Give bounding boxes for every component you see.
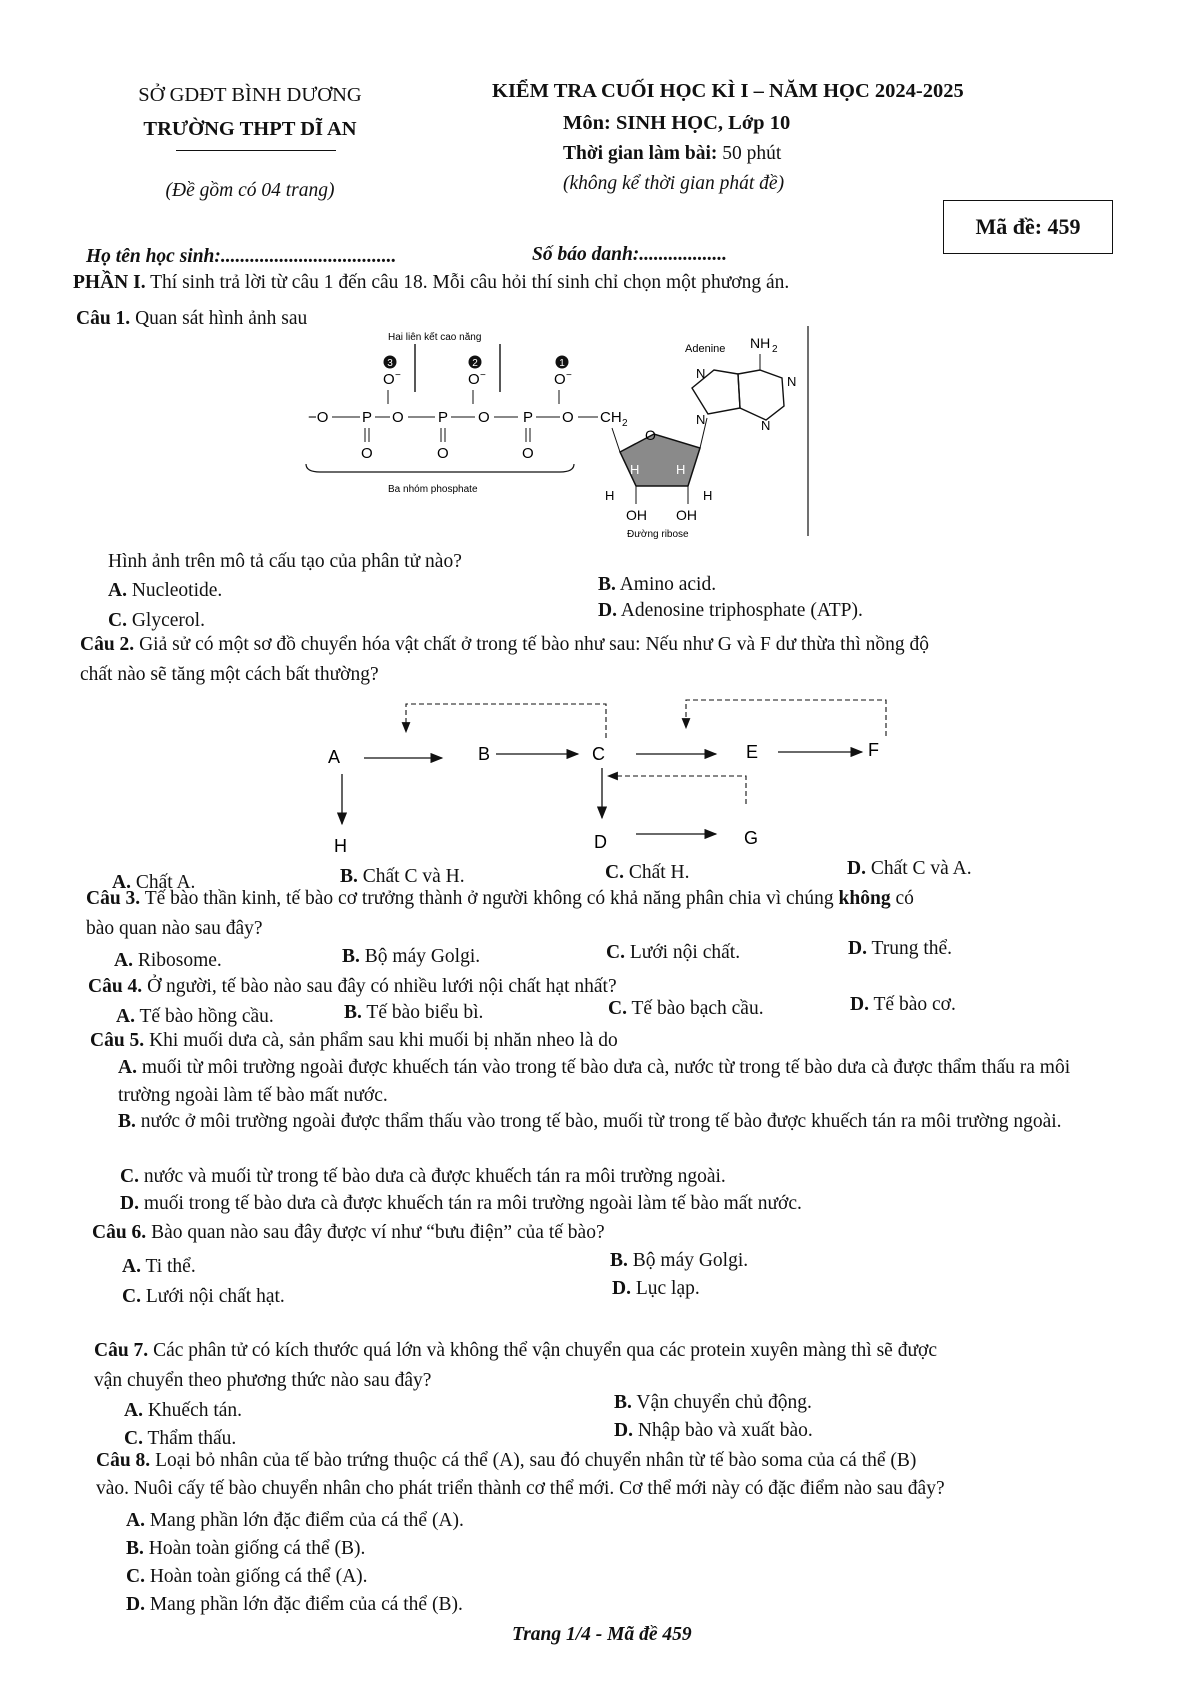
ribose-label: Đường ribose bbox=[627, 529, 689, 540]
q7-option-c: C. Thẩm thấu. bbox=[124, 1428, 237, 1449]
q4-option-c: C. Tế bào bạch cầu. bbox=[608, 998, 764, 1019]
phosphate-marker-2 bbox=[469, 356, 482, 370]
page-footer: Trang 1/4 - Mã đề 459 bbox=[512, 1624, 692, 1645]
time-label: Thời gian làm bài: bbox=[563, 143, 718, 164]
question-text: Các phân tử có kích thước quá lớn và không thể vận chuyển qua các protein xuyên màng thì sẽ được bbox=[153, 1340, 937, 1361]
svg-text:N: N bbox=[696, 412, 706, 427]
q1-option-a: A. Nucleotide. bbox=[108, 580, 223, 601]
department-name: SỞ GDĐT BÌNH DƯƠNG bbox=[138, 84, 362, 106]
question-number: Câu 4. bbox=[88, 976, 143, 997]
question-text: Tế bào thần kinh, tế bào cơ trưởng thành ở người không có khả năng phân chia vì chúng bbox=[144, 888, 834, 909]
time-value: 50 phút bbox=[722, 143, 782, 164]
q8-option-c: C. Hoàn toàn giống cá thể (A). bbox=[126, 1566, 368, 1587]
question-7-line2: vận chuyển theo phương thức nào sau đây? bbox=[94, 1370, 432, 1391]
part1-text: Thí sinh trả lời từ câu 1 đến câu 18. Mỗi câu hỏi thí sinh chỉ chọn một phương án. bbox=[150, 272, 790, 293]
svg-text:2: 2 bbox=[772, 344, 778, 355]
q1-option-c: C. Glycerol. bbox=[108, 610, 205, 631]
metabolic-pathway-diagram bbox=[320, 694, 920, 864]
question-number: Câu 5. bbox=[90, 1030, 145, 1051]
q3-option-b: B. Bộ máy Golgi. bbox=[342, 946, 481, 967]
svg-text:H: H bbox=[703, 488, 713, 503]
question-8-line2: vào. Nuôi cấy tế bào chuyển nhân cho phát triển thành cơ thể mới. Cơ thể mới này có đặc điểm nào sau đây? bbox=[96, 1478, 945, 1499]
svg-text:O: O bbox=[554, 371, 566, 388]
atp-structure-figure bbox=[308, 326, 880, 546]
q3-option-c: C. Lưới nội chất. bbox=[606, 942, 741, 963]
svg-text:P: P bbox=[523, 409, 534, 426]
q7-option-a: A. Khuếch tán. bbox=[124, 1400, 243, 1421]
q4-option-b: B. Tế bào biểu bì. bbox=[344, 1002, 484, 1023]
node-b: B bbox=[478, 744, 491, 764]
question-8 bbox=[96, 1450, 916, 1472]
node-g: G bbox=[744, 828, 759, 848]
svg-text:N: N bbox=[696, 366, 706, 381]
node-h: H bbox=[334, 836, 347, 856]
q2-option-b: B. Chất C và H. bbox=[340, 866, 465, 887]
q5-option-a: A. muối từ môi trường ngoài được khuếch tán vào trong tế bào dưa cà, nước từ trong tế bào dưa cà được thẩm thấu ra môi trường ngoài làm tế bào mất nước. bbox=[118, 1057, 1071, 1106]
adenine-label: Adenine bbox=[685, 343, 726, 355]
svg-text:NH: NH bbox=[750, 335, 771, 351]
svg-text:P: P bbox=[438, 409, 449, 426]
time-line bbox=[563, 143, 781, 165]
phosphate-chain bbox=[308, 370, 628, 462]
svg-text:O: O bbox=[392, 409, 404, 426]
svg-text:−: − bbox=[395, 370, 401, 381]
svg-text:H: H bbox=[676, 462, 686, 477]
subject-line: Môn: SINH HỌC, Lớp 10 bbox=[563, 112, 791, 134]
svg-text:P: P bbox=[362, 409, 373, 426]
feedback-f-to-ce bbox=[686, 700, 886, 736]
question-text: Quan sát hình ảnh sau bbox=[135, 308, 308, 329]
node-c: C bbox=[592, 744, 605, 764]
phosphate-bracket bbox=[306, 464, 574, 472]
svg-text:1: 1 bbox=[559, 358, 565, 369]
question-number: Câu 8. bbox=[96, 1450, 151, 1471]
q4-option-a: A. Tế bào hồng cầu. bbox=[116, 1006, 274, 1027]
part1-label: PHẦN I. bbox=[73, 272, 146, 293]
exam-code: Mã đề: 459 bbox=[975, 214, 1081, 239]
question-1 bbox=[76, 308, 307, 330]
question-number: Câu 1. bbox=[76, 308, 131, 329]
q1-option-b: B. Amino acid. bbox=[598, 574, 717, 595]
node-e: E bbox=[746, 742, 759, 762]
student-id-field: Số báo danh:.................. bbox=[532, 244, 728, 265]
svg-text:2: 2 bbox=[622, 418, 628, 429]
question-1-prompt: Hình ảnh trên mô tả cấu tạo của phân tử nào? bbox=[108, 551, 462, 572]
ribose-ring bbox=[605, 418, 712, 523]
question-2 bbox=[80, 634, 929, 656]
svg-text:O: O bbox=[361, 445, 373, 462]
time-note: (không kể thời gian phát đề) bbox=[563, 173, 785, 194]
q8-option-b: B. Hoàn toàn giống cá thể (B). bbox=[126, 1538, 366, 1559]
node-a: A bbox=[328, 747, 341, 767]
q1-option-d: D. Adenosine triphosphate (ATP). bbox=[598, 600, 863, 621]
exam-code-box bbox=[943, 200, 1113, 254]
phosphate-marker-1 bbox=[556, 356, 569, 370]
q5-option-d: D. muối trong tế bào dưa cà được khuếch tán ra môi trường ngoài làm tế bào mất nước. bbox=[120, 1193, 802, 1214]
question-number: Câu 2. bbox=[80, 634, 135, 655]
question-6 bbox=[92, 1222, 605, 1244]
question-number: Câu 6. bbox=[92, 1222, 147, 1243]
question-3-line2: bào quan nào sau đây? bbox=[86, 918, 263, 939]
q6-option-a: A. Ti thể. bbox=[122, 1256, 196, 1277]
question-4 bbox=[88, 976, 617, 998]
svg-text:O: O bbox=[645, 427, 656, 443]
q5-option-c: C. nước và muối từ trong tế bào dưa cà được khuếch tán ra môi trường ngoài. bbox=[120, 1166, 726, 1187]
svg-text:H: H bbox=[630, 462, 640, 477]
phosphate-label: Ba nhóm phosphate bbox=[388, 484, 478, 495]
question-text: Giả sử có một sơ đồ chuyển hóa vật chất ở trong tế bào như sau: Nếu như G và F dư thừa thì nồng độ bbox=[139, 634, 930, 655]
question-emphasis: không bbox=[838, 888, 891, 909]
bond-label: Hai liên kết cao năng bbox=[388, 332, 482, 343]
q5-option-b: B. nước ở môi trường ngoài được thẩm thấu vào trong tế bào, muối từ trong tế bào được khuếch tán ra môi trường ngoài. bbox=[118, 1111, 1062, 1132]
question-number: Câu 3. bbox=[86, 888, 141, 909]
q3-option-a: A. Ribosome. bbox=[114, 950, 222, 971]
student-name-field: Họ tên học sinh:.................................... bbox=[86, 246, 397, 267]
svg-text:2: 2 bbox=[472, 358, 478, 369]
svg-text:N: N bbox=[761, 418, 771, 433]
q3-option-d: D. Trung thể. bbox=[848, 938, 953, 959]
question-number: Câu 7. bbox=[94, 1340, 149, 1361]
q2-option-a: A. Chất A. bbox=[112, 872, 196, 893]
node-d: D bbox=[594, 832, 607, 852]
question-text: Ở người, tế bào nào sau đây có nhiều lưới nội chất hạt nhất? bbox=[147, 976, 617, 997]
question-2-line2: chất nào sẽ tăng một cách bất thường? bbox=[80, 664, 379, 685]
q8-option-d: D. Mang phần lớn đặc điểm của cá thể (B). bbox=[126, 1594, 463, 1615]
feedback-c-to-ab bbox=[406, 704, 606, 738]
question-7 bbox=[94, 1340, 937, 1362]
svg-text:O: O bbox=[437, 445, 449, 462]
question-text-after: có bbox=[895, 888, 914, 909]
q6-option-b: B. Bộ máy Golgi. bbox=[610, 1250, 749, 1271]
svg-text:−: − bbox=[480, 370, 486, 381]
q7-option-d: D. Nhập bào và xuất bào. bbox=[614, 1420, 813, 1441]
question-text: Loại bỏ nhân của tế bào trứng thuộc cá thể (A), sau đó chuyển nhân từ tế bào soma của cá thể (B) bbox=[155, 1450, 917, 1471]
question-text: Bào quan nào sau đây được ví như “bưu điện” của tế bào? bbox=[151, 1222, 605, 1243]
q6-option-c: C. Lưới nội chất hạt. bbox=[122, 1286, 285, 1307]
svg-text:O: O bbox=[522, 445, 534, 462]
pages-note: (Đề gồm có 04 trang) bbox=[165, 180, 335, 201]
part1-instruction bbox=[73, 272, 789, 294]
svg-text:3: 3 bbox=[387, 358, 393, 369]
svg-text:N: N bbox=[787, 374, 797, 389]
svg-text:OH: OH bbox=[676, 507, 697, 523]
q4-option-d: D. Tế bào cơ. bbox=[850, 994, 956, 1015]
q8-option-a: A. Mang phần lớn đặc điểm của cá thể (A). bbox=[126, 1510, 464, 1531]
q7-option-b: B. Vận chuyển chủ động. bbox=[614, 1392, 812, 1413]
svg-text:O: O bbox=[562, 409, 574, 426]
svg-text:O: O bbox=[478, 409, 490, 426]
q2-option-d: D. Chất C và A. bbox=[847, 858, 972, 879]
svg-text:O: O bbox=[468, 371, 480, 388]
svg-text:CH: CH bbox=[600, 409, 622, 426]
node-f: F bbox=[868, 740, 879, 760]
q6-option-d: D. Lục lạp. bbox=[612, 1278, 700, 1299]
school-name: TRƯỜNG THPT DĨ AN bbox=[143, 118, 357, 140]
feedback-g-to-cd bbox=[608, 776, 746, 804]
school-underline bbox=[176, 150, 336, 151]
question-text: Khi muối dưa cà, sản phẩm sau khi muối bị nhăn nheo là do bbox=[149, 1030, 618, 1051]
q2-option-c: C. Chất H. bbox=[605, 862, 690, 883]
svg-text:OH: OH bbox=[626, 507, 647, 523]
question-5 bbox=[90, 1030, 618, 1052]
svg-text:O: O bbox=[383, 371, 395, 388]
question-3 bbox=[86, 888, 914, 910]
phosphate-marker-3 bbox=[384, 356, 397, 370]
svg-text:−O: −O bbox=[308, 409, 329, 426]
exam-title: KIỂM TRA CUỐI HỌC KÌ I – NĂM HỌC 2024-2025 bbox=[492, 80, 964, 102]
svg-text:−: − bbox=[566, 370, 572, 381]
svg-text:H: H bbox=[605, 488, 615, 503]
